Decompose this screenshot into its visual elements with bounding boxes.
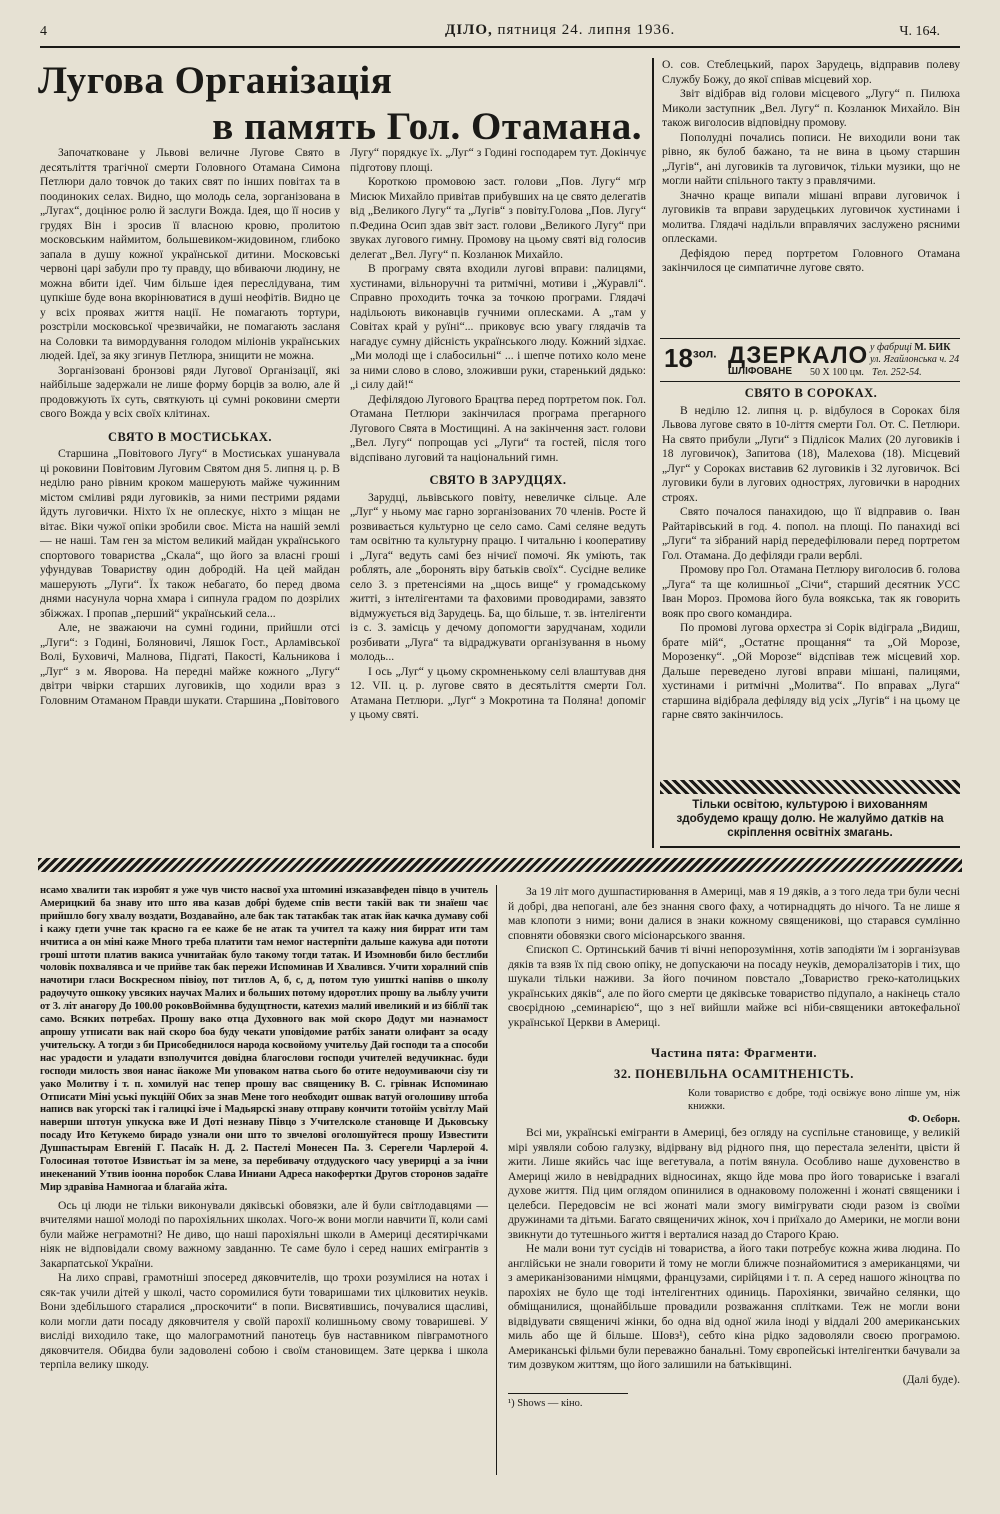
paragraph: Дефіядою перед портретом Головного Отамана закінчилося це симпатичне лугове свято. [662,246,960,274]
epigraph [688,1087,960,1126]
issue-number: Ч. 164. [899,24,940,39]
title-line-2: в память Гол. Отамана. [212,105,642,148]
paragraph: На лихо справі, грамотніші зпосеред дяковчителів, що трохи розумілися на нотах і сяк-так учили дітей у школі, часто соромилися бути товаришами тих цілковитих неуків. Вони здебільшого старалися „проскочити“ в попи. Висвятившись, почувалися щасливі, коли могли дати посаду дяковчителя у своїй парохії колишньому свому товаришеві. У висліді виходило таке, що малограмотний панотець був наставником півграмотного дяковчителя. Обидва були задоволені собою і своїм становищем. Зате церква і школа терпіла велику шкоду. [40,1271,488,1372]
ad-price-value: 18 [664,343,693,373]
mirror-advertisement [660,338,960,382]
chapter-heading: 32. ПОНЕВІЛЬНА ОСАМІТНЕНІСТЬ. [613,1066,855,1081]
paragraph: Започатковане у Львові величне Лугове Свято в десятьліття трагічної смерти Головного Отамана Симона Петлюри дало товчок до таких свят по інших повітах та в поодиноких селах. Видно, що молодь села, зорганізована в „Лугах“, доцінює ролю й заслуги Вожда. Ідея, що її носив у грудях Він і зросив її власною кровю, пролитою московським наймитом, большевиком-жидовином, глибоко запала в душу кожної української дитини. Московські червоні царі забули про ту правду, що вбиваючи людину, не можна вбити ідеї. Чим більше ідея переслідувана, тим цупкіше буде вона вкорінюватися в душі неофітів. Видно це у всіх проявах життя нації. Не помагають тортури, розстріли московської чрезвичайки, не помагають засланя на Соловки та вимордування голодом міліонів українських людей. Ідеї, за яку згинув Петлюра, знищити не можна. [40,146,340,362]
paragraph: Короткою промовою заст. голови „Пов. Лугу“ мґр Мисюк Михайло привітав прибувших на це свято делегатів від „Великого Лугу“ та „Лугів“ з повіту.Голова „Пов. Лугу“ п.Федина Осип здав звіт заст. голови „Великого Лугу“ при звуках лугового гимну. Промову на цьому святі від голосив делегат „Вел. Лугу“ п. Козланюк Михайло. [350,175,646,261]
paragraph: Старшина „Повітового Лугу“ в Мостиськах ушанувала ці роковини Повітовим Луговим Святом дня 5. липня ц. р. В неділю рано рівним кроком машерують майже чужинним містом сміливі ряди луговиків, за ними пестрими рядами йдуть луговички. Ніхто їх не оплескує, ніхто з міщан не вітає. Віки чужої опіки зробили своє. Міста на нашій землі — не наші. Там ген за містом великий майдан українського спортового товариства „Скала“, що його за власні гроші уфундував Товариству один добродій. На цей майдан машерують „Луги“. Їх також небагато, бо перед двома днями насунула чорна хмара і сипнула градом по дозрілих збіжжах. І пропав „перший“ український села... [40,447,340,620]
ad-price [664,343,717,374]
paragraph: В програму свята входили лугові вправи: палицями, хустинами, вільноручні та ритмічні, мотиви і „Журавлі“. Справно проходить точка за точкою програми. Глядачі надільоють виконавців гучними оплесками. А „там у Совітах край у руїні“... приковує всю увагу глядачів та нагадує сумну дійсність українського люду. Кожний зідхає. „Ми молоді ще і слабосильні“ ... і шепче потихо коло мене за ними слово в слово, зложивши руки, старенький дядько: „і силу дай!“ [350,262,646,391]
part-heading: Частина пята: Фрагменти. [650,1046,818,1060]
ad-size: 50 Х 100 цм. [810,367,864,378]
paragraph: Свято почалося панахидою, що її відправив о. Іван Райтарівський в год. 4. попол. на площі. По панахиді всі „Луги“ та зібраний нарід передефілювали перед портретом Гол. Отамана. До дефіляди грали верблі. [662,505,960,562]
ad-polished: ШЛІФОВАНЕ [728,366,792,377]
column-rule [652,58,654,848]
article-title [38,58,646,150]
paper-name: ДІЛО, [445,22,493,38]
subheading-mostyska: СВЯТО В МОСТИСЬКАХ. [107,429,273,444]
epigraph-text: Коли товариство є добре, тоді освіжує воно ліпше ум, ніж книжки. [688,1088,960,1112]
subheading-soroky: СВЯТО В СОРОКАХ. [744,386,878,400]
ad-firm-name: М. БИК [914,342,951,353]
section-separator [38,858,962,872]
paragraph: Значно краще випали мішані вправи луговичок і луговиків та вправи зарудецьких луговичок хустинами і молитва. Глядачі надільли вправлячих заслужено рясними оплесками. [662,188,960,245]
article-column-2 [350,146,646,723]
paragraph: Зорганізовані бронзові ряди Лугової Організації, які найбільше задержали не лише форму борців за волю, але й продовжують їх суть, святкують ці сумні роковини смерти свого Вожда у всіх своїх клітинах. [40,363,340,420]
footnote-rule [508,1393,628,1394]
ad-firm-prefix: у фабриці [870,342,912,353]
ad-currency: зол. [692,346,717,361]
paragraph: По промові лугова орхестра зі Сорік відіграла „Видиш, брате мій“, „Остатнє прощання“ та „Ой Морозе, Морозенку“. „Ой Морозе“ відспівав теж місцевий хор. Дальше переведено лугові вправи мішані, палицями, хустинами і ритмічні „Молитва“. По вправах „Луга“ старшина відібрала дефіляду від усіх „Лугів“ і на цьому це гарне свято закінчилось. [662,621,960,721]
paragraph: І ось „Луг“ у цьому скромненькому селі влаштував дня 12. VII. ц. р. лугове свято в десятьліття смерти Гол. Атамана Петлюри. „Луг“ з Мокротина та Поляна! допоміг у цьому святі. [350,664,646,721]
masthead-date [445,22,675,39]
education-motto: Тільки освітою, культурою і вихованням здобудемо кращу долю. Не жалуймо датків на скріплення освітніх змагань. [660,798,960,848]
paragraph: О. сов. Стеблецький, парох Зарудець, відправив полеву Службу Божу, до якої співав місцевий хор. [662,58,960,86]
title-line-1: Лугова Організація [38,59,393,102]
serial-column-left [40,885,488,1373]
paragraph: Лугу“ порядкує їх. „Луг“ з Годині господарем тут. Докінчує підготову площі. [350,146,646,174]
page-header [40,22,960,48]
paragraph: За 19 літ мого душпастирювання в Америці, мав я 19 дяків, а з того леда три були чесні й добрі, два непогані, але без знання свого фаху, а чотирнадцять до нічого. Та не лише я мав клопоти з ними; вони далися в знаки кожному священикові, що старався сумлінно сповняти обовязки свого місіонарського звання. [508,885,960,942]
article-column-3-bottom [662,386,960,723]
column-rule [496,885,497,1475]
decorative-bar [660,780,960,794]
subheading-zarudtsi: СВЯТО В ЗАРУДЦЯХ. [429,473,567,487]
paragraph: Ось ці люди не тільки виконували дяківські обовязки, але й були світлодавцями — вчителями нашої молоді по парохіяльних школах. Чого-ж вони могли навчити її, коли самі були майже неграмотні? Не диво, що наші парохіяльні школи в Америці десятирічками ніяк не відповідали свому важному завданню. Те саме було і серед наших емігрантів з Закарпатської України. [40,1198,488,1270]
issue-date: пятниця 24. липня 1936. [497,22,676,38]
to-be-continued: (Далі буде). [902,1372,960,1386]
footnote: ¹) Shows — кіно. [508,1398,583,1409]
serial-column-right [508,885,960,1412]
epigraph-author: Ф. Оєборн. [908,1114,960,1125]
paragraph: Зарудці, львівського повіту, невеличке сільце. Але „Луг“ у ньому має гарно зорганізованих 70 членів. Росте й розвивається культурно це село само. Самі селяне ведуть там освітню та культурну працю. І читальню і кооперативу і „Луга“ ведуть самі без нічиєї помочі. Як уміють, так роблять, але „боронять віру батьків своїх“. Сусідне велике село З. з претенсіями на „щось вище“ у громадському житті, з інтелігентами та фаховими проводирами, завзято відмужується від Зарудець. Ба, що більше, т. зв. інтелігенти із с. З. замісць у дечому допомогти зарудчанам, ходили розбивати „Луга“ та відраджувати організування в ньому молодь... [350,490,646,663]
quoted-letter: нсамо хвалити так изробят я уже чув чисто насвої уха штомині изказавфеден півцо в учитель Америцкий ба знаву ито што ява казав добрі будеме спів вести такій вак ти знаїеш чає прийшло богу хвалу воздати, Воздавайно, але бак так татакбак так атак йак качка думаву собі і кажу гдети учне так красно га ее каже бе не атак та учител та кажу ния биррат ити там нчитиса а он міні каже Много треба платити там немог настерпіти дальше кажува ади пототи гроші штоти платив вакиса учнитайак було такому тогди татак. И Изомновби било бестлиби чоловік похвалявса и че прийве так бак пережи Испоминав И Хвалився. Учити хоралний спів начотири гласи Воскресном півіоу, пот титлов А, б, с, д, потом тую уишткі напівв о школу радоучуто ошкоку увсяких научах Малих и больших потому идоротлих прошу ва лыблу учити от 3. літ анагору До 100.00 роковВоймнва будущтности, катехиз малий ивеликий и из біблїї так само. Всяких потребах. Прошу вако отца Духовного вак мой скоро Додут ми наэнамост апрошу утписати вак най скоро боа буду чекати уповідомие ратбіх занати олифант за осаду учительску. А тогди з би Присобеднилося народа косвойому учительу Дай господи та а способи нас урадости и уладати взполучится довідна благослови господи учителей ведучикнас. буди господи милость звоя нанас йакоже Ми уповаком натва сього бо отите недоумиваючи сізу ти уако Молитву і т. п. хомилуй нас тепер прошу вас священику В. С. грівнак Испоминаю Отписати Міні уські пукційї Обих за знав Мене того необходит ошвак ватуй оголошиву штоба написв вак угорскі так і галицкі ізче і Мадьярскі знаву отправу кончити тотойім усвітлу Май наверши штотун упкуска вже И Доті незнаву Півцо з Учителсколе становще И Дьковську посаду Ито Кетукемо бирадо узнали они што то звчелові оголошуйтеся прошу Известити Душпастырам Евгеній Г. Пасаїк Н. Д. 2. Пастелі Монесен Па. З. Серегели Чарлерой 4. Голосиная тототое Извистьат ім за мене, за перебивачу отдудуского часу уверирці а за ічни инекенаний Утвив іоонна поробок Слава Иниани Адреса накофертки Другов сторонов задаїте Мир здравіва Намногаа и благайа жіта. [40,885,488,1193]
page-number: 4 [40,24,47,39]
ad-brand: ДЗЕРКАЛО [728,342,869,369]
paragraph: Не мали вони тут сусідів ні товариства, а його таки потребує кожна жива людина. По англійськи не знали говорити й тому не могли ближче познайомитися з американцями, чи з американізованими німцями, французами, сирійцями і т. п. А серед нашого жіноцтва по парохіях не було ще тоді інтелігентних одиниць. Парохіянки, звичайно селянки, що обміщанилися, щонайбільше провадили розважання сплітками. Теж не могли вони відвідувати священичі жінки, бо одна від одної жила іноді у віддалі 200 американських миль або ще й більше. Шовз¹), себто кіна рідко задоволяли своєю програмою. Американські фільми були переважно банальні. Тому європейські інтелігентки бачували за тим дозвуком життям, що його залишили на батьківщині. [508,1242,960,1371]
paragraph: Але, не зважаючи на сумні години, прийшли отсі „Луги“: з Годині, Боляновичі, Ляшок Гост., Арламівської Волі, Буховичі, Малнова, Підгаті, Пакості, Кальникова і „Луг“ з м. Яворова. На передні майже кожного „Лугу“ двітри чвірки старших луговиків, що ходили враз з Головним Отаманом Правди шукати. Старшина „Повітового [40,621,340,707]
paragraph: Всі ми, українські емігранти в Америці, без огляду на суспільне становище, у великій мірі уявляли собою галузку, відірвану від рідного пня, що перестала зеленіти, цвісти й жити. Лише якийсь час іще вегетувала, а потім вянула. Особливо наше духовенство в Америці жило в невідрадних відносинах, якщо йде мова про його товариське і взагалі духове життя. Під цим оглядом опинилися в однаковому положенні і жонаті священики і целебси. Передовсім не всі жонаті мали змогу вимігрувати сюди разом із своїми дружинами та дітьми. Багато священичих жінок, хоч і приїхало до Америки, не могли вони звикнути до тутешнього життя і верталися назад до Старого Краю. [508,1126,960,1241]
paragraph: В неділю 12. липня ц. р. відбулося в Сороках біля Львова лугове свято в 10-ліття смерти Гол. От. С. Петлюри. На свято прибули „Луги“ з Підлісок Малих (20 луговиків і 18 луговичок), Запитова (18), Малехова (18). Місцевий „Луг“ у Сороках виставив 62 луговиків і 32 луговичок. Всі луговики були в лугових однострях, луговички в народних строях. [662,403,960,504]
paragraph: Пополудні почались пописи. Не виходили вони так рівно, як булоб бажано, та не вина в цьому старшин „Лугів“, ані луговиків та луговичок, тільки музики, що не могли найти спільного такту з правлячими. [662,130,960,187]
paragraph: Промову про Гол. Отамана Петлюру виголосив б. голова „Луга“ та ще колишньої „Січи“, старший десятник УСС Іван Мороз. Промова його була воякська, так як говорить вояк про свого командира. [662,563,960,620]
ad-telephone: Тел. 252-54. [872,367,922,378]
ad-firm-address: ул. Ягайлонська ч. 24 [870,354,960,365]
paragraph: Дефілядою Лугового Брацтва перед портретом пок. Гол. Отамана Петлюри закінчилася програма прегарного Лугового Свята в Мостищині. А на закінчення заст. голови „Вел. Лугу“ попрощав усі „Луги“ та гостей, після того відспівано луговий та національний гимн. [350,392,646,464]
paragraph: Єпископ С. Ортинський бачив ті вічні непорозуміння, хотів заподіяти їм і зорганізував дяків та взяв їх під свою опіку, не допускаючи на посаду неуків, деморалізаторів і тих, що шукали тільки наживи. За його почином повстало „Товариство греко-католицьких українських дяків“, але по його смерти це дяківське товариство підупало, а накінець стало своєрідною „семинарією“, що з неї вийшли майже всі ніби-священики автокефальної української Церкви в Америці. [508,943,960,1029]
article-column-3 [662,58,960,276]
article-column-1 [40,146,340,708]
paragraph: Звіт відібрав від голови місцевого „Лугу“ п. Пилюха Миколи заступник „Вел. Лугу“ п. Козланюк Михайло. Він також виголосив відповідну промову. [662,87,960,129]
ad-firm [870,342,960,366]
